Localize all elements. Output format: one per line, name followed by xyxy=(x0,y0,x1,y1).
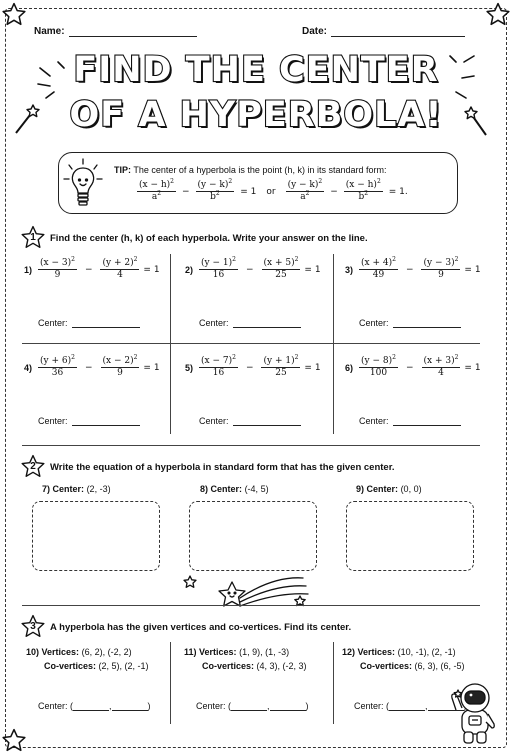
center-answer-2[interactable] xyxy=(199,318,301,328)
answer-line[interactable] xyxy=(233,319,301,328)
star-icon xyxy=(1,728,27,754)
name-line[interactable] xyxy=(69,27,197,37)
center-label: Center: xyxy=(38,416,68,426)
center-label: Center: xyxy=(359,416,389,426)
center-answer-1[interactable] xyxy=(38,318,140,328)
fraction: $\frac{(x + 3)^2}{4}$ xyxy=(423,354,459,378)
section-instruction: Write the equation of a hyperbola in standard form that has the given center. xyxy=(50,461,395,473)
section-2-heading xyxy=(20,454,395,480)
fraction: $\frac{(x - 7)^2}{16}$ xyxy=(201,354,236,378)
sparkle-icon xyxy=(28,58,74,106)
answer-line[interactable] xyxy=(393,417,461,426)
center-answer-10[interactable]: Center: ( , ) xyxy=(38,701,151,711)
section-instruction: A hyperbola has the given vertices and co-vertices. Find its center. xyxy=(50,621,352,633)
fraction: $\frac{(x - 2)^2}{9}$ xyxy=(102,354,138,378)
section-number: 1 xyxy=(30,232,36,243)
section-number: 3 xyxy=(30,621,36,632)
title-line-1: FIND THE CENTER xyxy=(73,50,439,90)
title-line-2: OF A HYPERBOLA! xyxy=(69,95,443,135)
problem-10: 10) Vertices: (6, 2), (-2, 2) Co-vertices: (2, 5), (2, -1) xyxy=(26,647,149,671)
magic-wand-icon xyxy=(462,104,490,138)
name-field[interactable] xyxy=(34,26,197,37)
problem-1: 1) $\frac{(x - 3)^2}{9}$ − $\frac{(y + 2)^2}{4}$ = 1 xyxy=(24,256,160,280)
astronaut-icon xyxy=(450,680,498,746)
center-answer-4[interactable] xyxy=(38,416,140,426)
answer-box-7[interactable] xyxy=(32,501,160,571)
center-label: Center: xyxy=(359,318,389,328)
answer-line[interactable] xyxy=(72,417,140,426)
problem-8: 8) Center: (-4, 5) xyxy=(200,484,269,494)
fraction: $\frac{(y - 3)^2}{9}$ xyxy=(423,256,459,280)
answer-line[interactable] xyxy=(233,417,301,426)
section-3-heading xyxy=(20,614,351,640)
fraction: $\frac{(y + 1)^2}{25}$ xyxy=(263,354,299,378)
fraction: $\frac{(y + 6)^2}{36}$ xyxy=(40,354,75,378)
star-icon xyxy=(1,2,27,28)
problem-2: 2) $\frac{(y - 1)^2}{16}$ − $\frac{(x + 5)^2}{25}$ = 1 xyxy=(185,256,321,280)
problem-7: 7) Center: (2, -3) xyxy=(42,484,111,494)
answer-blank[interactable] xyxy=(73,702,109,711)
date-field[interactable] xyxy=(302,26,465,37)
fraction: $\frac{(y - 8)^2}{100}$ xyxy=(361,354,396,378)
tip-label: TIP: xyxy=(114,165,131,175)
problem-11: 11) Vertices: (1, 9), (1, -3) Co-vertices: (4, 3), (-2, 3) xyxy=(184,647,307,671)
name-label: Name: xyxy=(34,26,65,37)
answer-blank[interactable] xyxy=(389,702,425,711)
shooting-star-icon xyxy=(178,570,318,614)
date-line[interactable] xyxy=(331,27,465,37)
star-icon xyxy=(20,225,46,251)
fraction: $\frac{(y - 1)^2}{16}$ xyxy=(201,256,236,280)
answer-blank[interactable] xyxy=(112,702,148,711)
fraction: $\frac{(x - h)^2}{a^2}$ xyxy=(139,178,174,202)
center-answer-6[interactable] xyxy=(359,416,461,426)
tip-box xyxy=(58,152,458,214)
fraction: $\frac{(x + 4)^2}{49}$ xyxy=(361,256,396,280)
answer-blank[interactable] xyxy=(231,702,267,711)
tip-formula: $\frac{(x - h)^2}{a^2}$ − $\frac{(y - k)^2}{b^2}$ = 1 or $\frac{(y - k)^2}{a^2}$ − $\frac{(x - h)^2}{b^2}$ = 1. xyxy=(139,178,408,202)
tip-description: The center of a hyperbola is the point (h, k) in its standard form: xyxy=(133,165,387,175)
problem-9: 9) Center: (0, 0) xyxy=(356,484,422,494)
section-instruction: Find the center (h, k) of each hyperbola. Write your answer on the line. xyxy=(50,232,368,244)
star-icon xyxy=(485,2,511,28)
fraction: $\frac{(x - 3)^2}{9}$ xyxy=(40,256,75,280)
magic-wand-icon xyxy=(12,102,42,136)
answer-box-9[interactable] xyxy=(346,501,474,571)
fraction: $\frac{(y - k)^2}{b^2}$ xyxy=(197,178,233,202)
center-answer-11[interactable]: Center: ( , ) xyxy=(196,701,309,711)
fraction: $\frac{(x - h)^2}{b^2}$ xyxy=(345,178,381,202)
problem-5: 5) $\frac{(x - 7)^2}{16}$ − $\frac{(y + 1)^2}{25}$ = 1 xyxy=(185,354,321,378)
date-label: Date: xyxy=(302,26,328,37)
star-icon xyxy=(20,614,46,640)
center-label: Center: xyxy=(199,416,229,426)
center-label: Center: xyxy=(38,318,68,328)
center-answer-12[interactable]: Center: ( , xyxy=(354,701,467,711)
answer-box-8[interactable] xyxy=(189,501,317,571)
problem-12: 12) Vertices: (10, -1), (2, -1) Co-vertices: (6, 3), (6, -5) xyxy=(342,647,465,671)
fraction: $\frac{(x + 5)^2}{25}$ xyxy=(263,256,299,280)
answer-line[interactable] xyxy=(72,319,140,328)
lightbulb-icon xyxy=(63,157,103,211)
tip-text xyxy=(114,165,386,175)
problem-4: 4) $\frac{(y + 6)^2}{36}$ − $\frac{(x - 2)^2}{9}$ = 1 xyxy=(24,354,160,378)
center-answer-3[interactable] xyxy=(359,318,461,328)
star-icon xyxy=(20,454,46,480)
problem-3: 3) $\frac{(x + 4)^2}{49}$ − $\frac{(y - 3)^2}{9}$ = 1 xyxy=(345,256,481,280)
problem-6: 6) $\frac{(y - 8)^2}{100}$ − $\frac{(x + 3)^2}{4}$ = 1 xyxy=(345,354,481,378)
center-answer-5[interactable] xyxy=(199,416,301,426)
center-label: Center: xyxy=(199,318,229,328)
answer-line[interactable] xyxy=(393,319,461,328)
section-number: 2 xyxy=(30,461,36,472)
fraction: $\frac{(y - k)^2}{a^2}$ xyxy=(287,178,323,202)
sparkle-icon xyxy=(440,50,484,106)
section-1-heading xyxy=(20,225,368,251)
fraction: $\frac{(y + 2)^2}{4}$ xyxy=(102,256,138,280)
answer-blank[interactable] xyxy=(270,702,306,711)
